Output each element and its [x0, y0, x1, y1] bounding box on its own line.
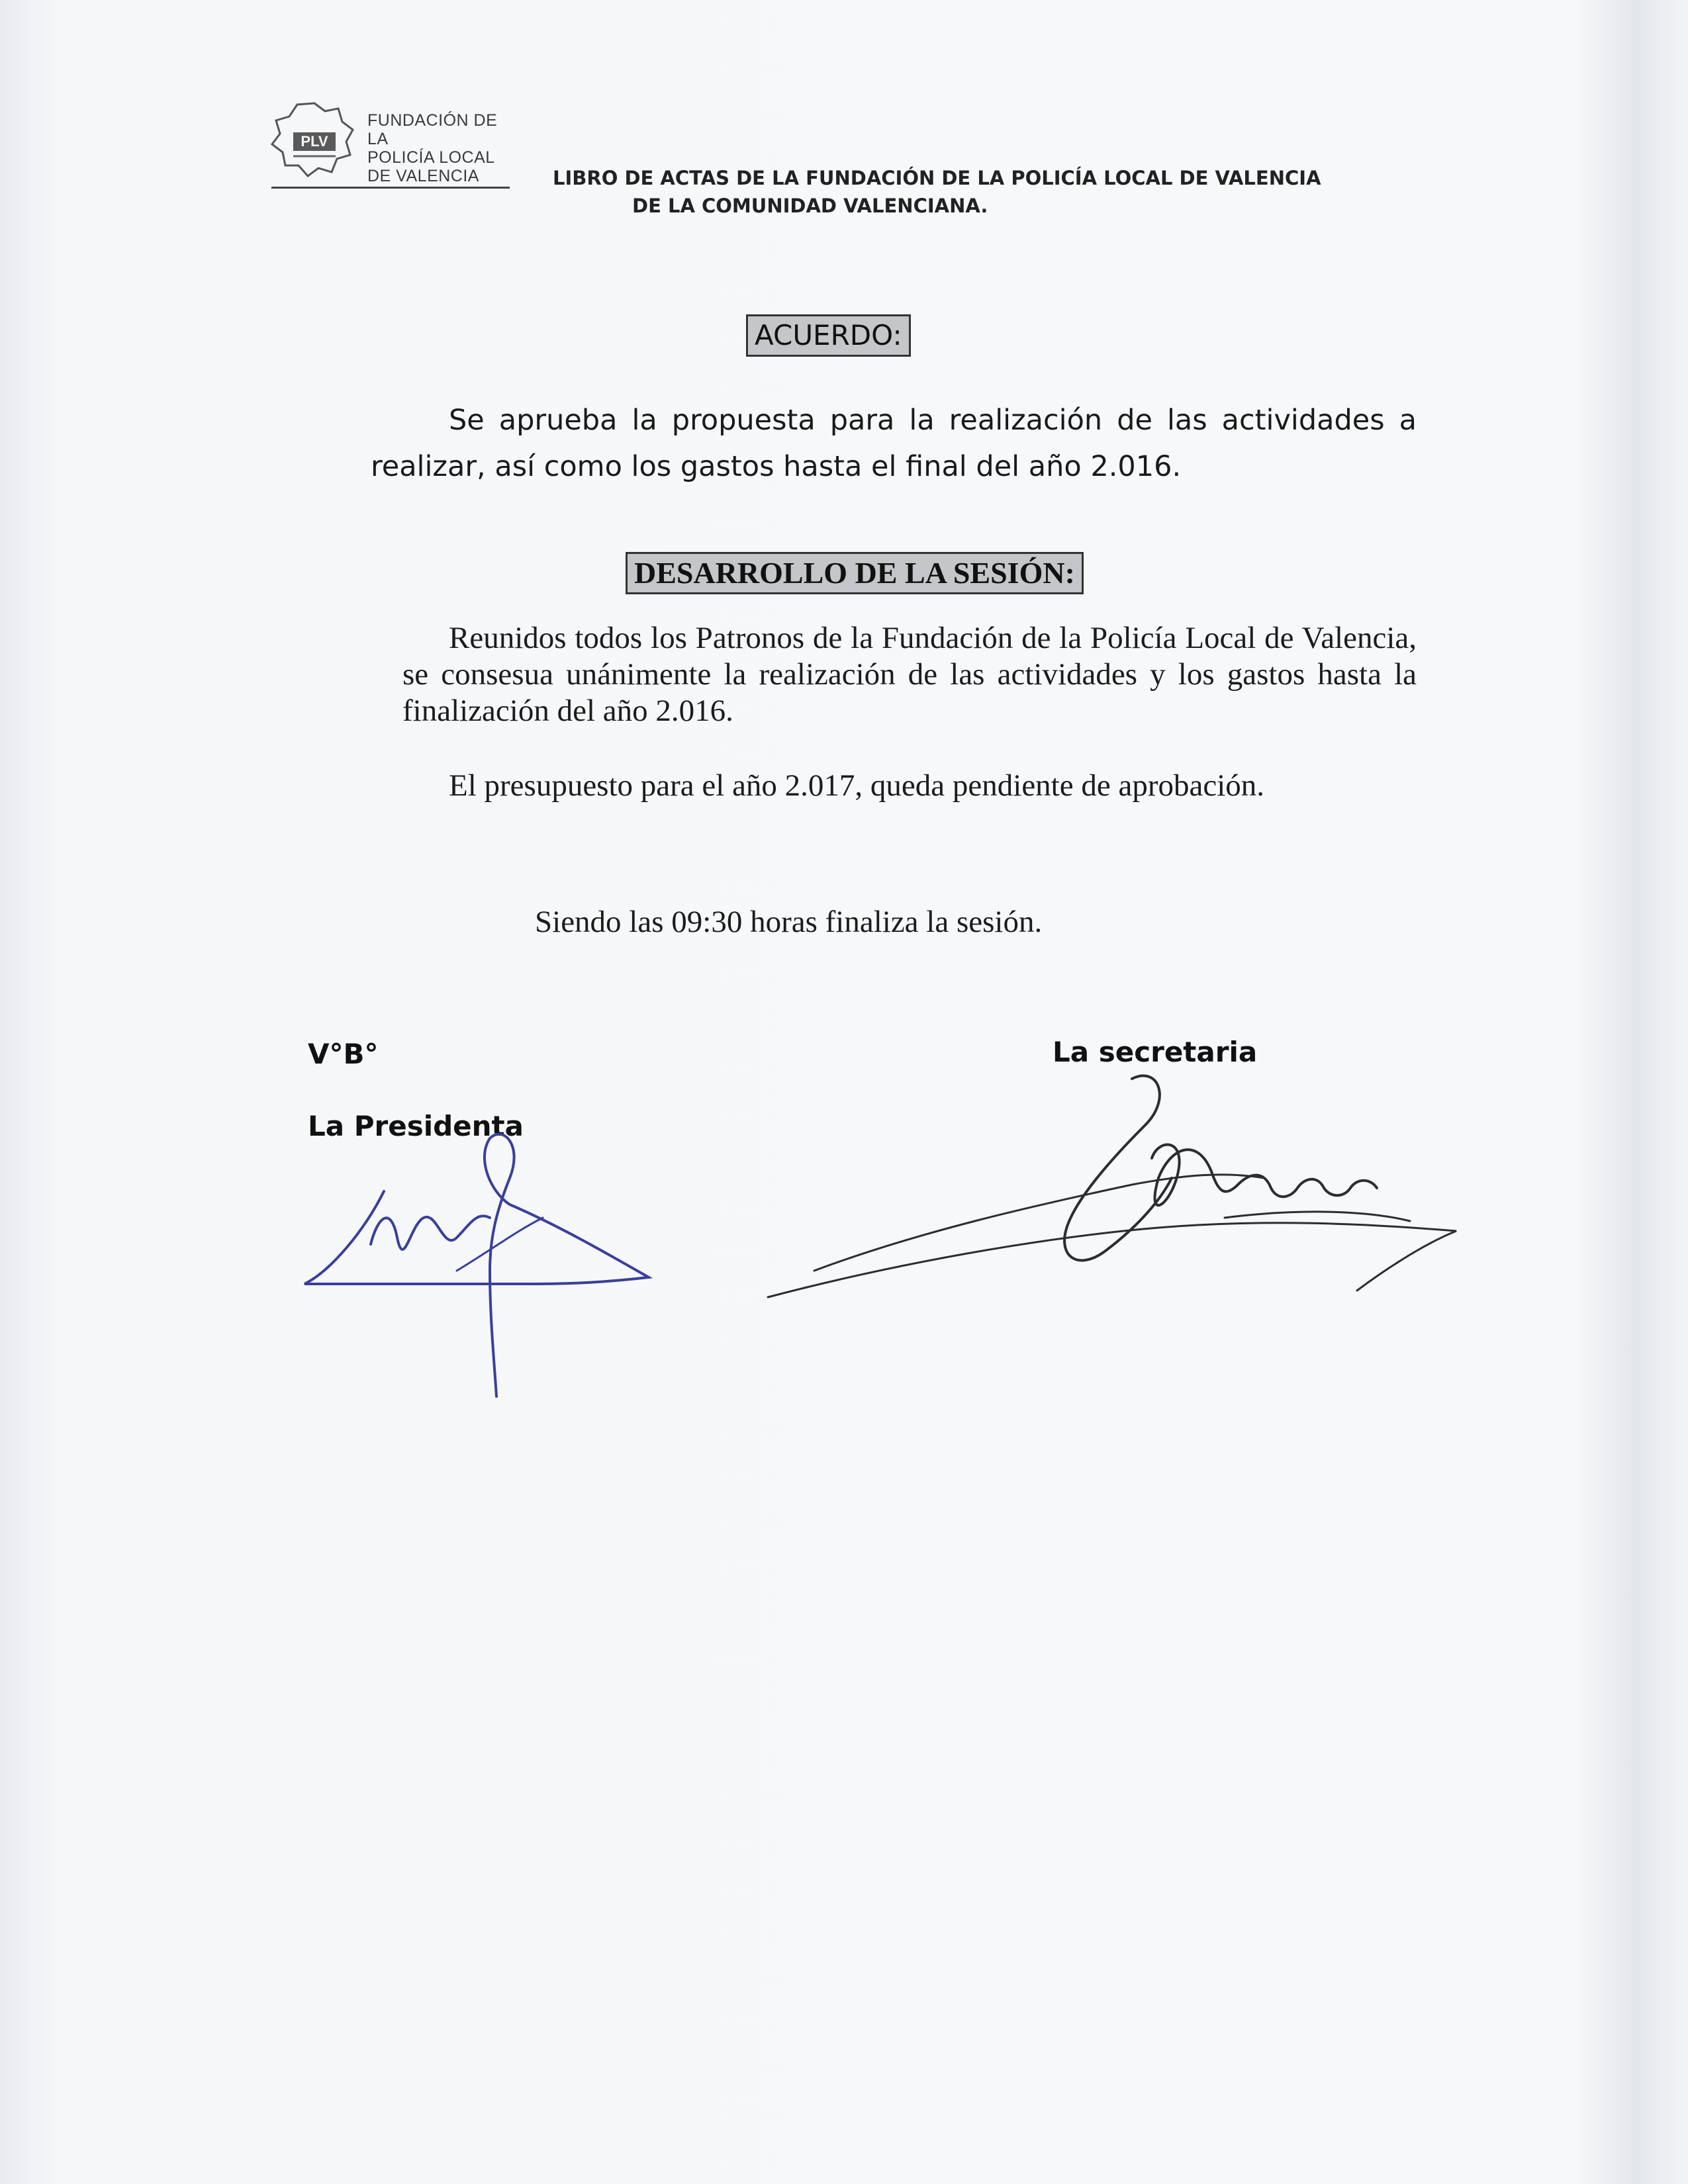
vb-label: V°B° — [308, 1038, 379, 1070]
closing-statement: Siendo las 09:30 horas finaliza la sesión. — [535, 905, 1043, 939]
secretaria-label: La secretaria — [1053, 1036, 1258, 1068]
book-title-line: DE LA COMUNIDAD VALENCIANA. — [632, 195, 988, 217]
presidenta-label: La Presidenta — [308, 1110, 524, 1142]
acuerdo-heading: ACUERDO: — [746, 314, 911, 357]
presidenta-signature — [291, 1118, 662, 1410]
foundation-logo — [268, 98, 506, 184]
paragraph-text: Reunidos todos los Patronos de la Fundación de la Policía Local de Valencia, se consesua unánimente la realización de las actividades y los gastos hasta la finalización del año 2.016. — [402, 621, 1417, 728]
desarrollo-paragraph — [402, 768, 1417, 804]
book-title — [553, 164, 1413, 220]
logo-line: POLICÍA LOCAL — [367, 148, 495, 167]
logo-monogram: PLV — [301, 133, 328, 150]
book-title-line: LIBRO DE ACTAS DE LA FUNDACIÓN DE LA POLICÍA LOCAL DE VALENCIA — [553, 167, 1321, 189]
secretaria-signature — [761, 1072, 1489, 1310]
logo-line: DE VALENCIA — [367, 167, 479, 185]
desarrollo-paragraph — [402, 620, 1417, 729]
logo-text — [367, 111, 506, 185]
desarrollo-heading: DESARROLLO DE LA SESIÓN: — [626, 552, 1084, 594]
acuerdo-body: Se aprueba la propuesta para la realización de las actividades a realizar, así como los gastos hasta el final del año 2.016. — [371, 404, 1417, 483]
logo-underline — [271, 187, 510, 189]
acuerdo-text — [371, 397, 1417, 490]
paragraph-text: El presupuesto para el año 2.017, queda pendiente de aprobación. — [449, 768, 1265, 803]
logo-line: FUNDACIÓN DE LA — [367, 111, 498, 148]
plv-badge-icon — [268, 98, 361, 184]
